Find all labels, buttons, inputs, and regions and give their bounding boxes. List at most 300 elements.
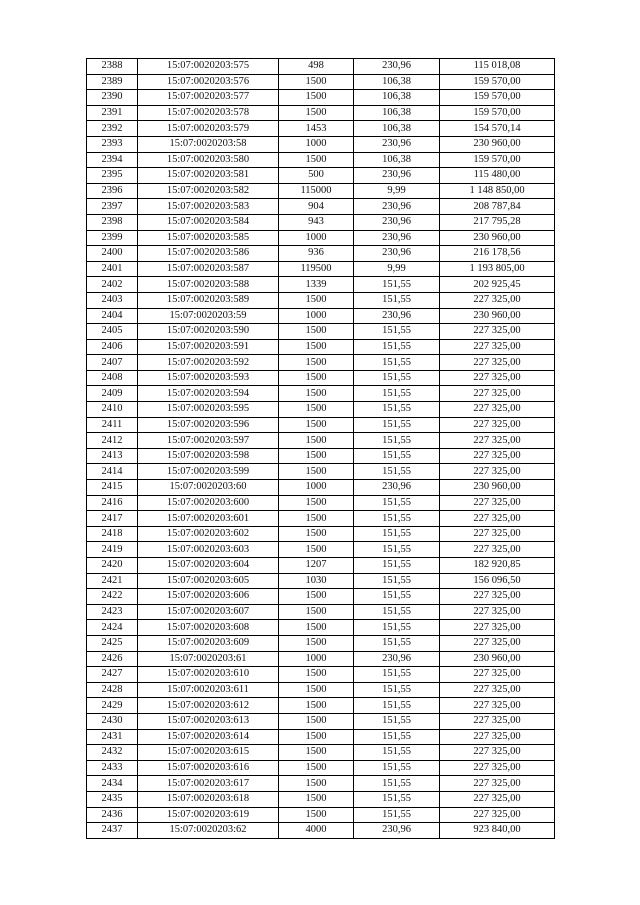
row-number-cell: 2426	[87, 651, 138, 667]
area-cell: 1500	[279, 90, 354, 106]
table-row	[87, 417, 555, 433]
cadastral-value-cell: 227 325,00	[440, 526, 555, 542]
cadastral-number-cell: 15:07:0020203:576	[138, 74, 279, 90]
area-cell: 943	[279, 214, 354, 230]
area-cell: 1500	[279, 682, 354, 698]
row-number-cell: 2419	[87, 542, 138, 558]
table-row	[87, 152, 555, 168]
unit-value-cell: 151,55	[354, 292, 440, 308]
row-number-cell: 2433	[87, 760, 138, 776]
row-number-cell: 2428	[87, 682, 138, 698]
table-row	[87, 651, 555, 667]
unit-value-cell: 151,55	[354, 386, 440, 402]
unit-value-cell: 151,55	[354, 667, 440, 683]
area-cell: 936	[279, 246, 354, 262]
unit-value-cell: 230,96	[354, 480, 440, 496]
cadastral-value-cell: 227 325,00	[440, 464, 555, 480]
cadastral-number-cell: 15:07:0020203:591	[138, 339, 279, 355]
row-number-cell: 2434	[87, 776, 138, 792]
table-row	[87, 620, 555, 636]
cadastral-number-cell: 15:07:0020203:579	[138, 121, 279, 137]
row-number-cell: 2414	[87, 464, 138, 480]
cadastral-number-cell: 15:07:0020203:599	[138, 464, 279, 480]
unit-value-cell: 9,99	[354, 261, 440, 277]
cadastral-value-cell: 159 570,00	[440, 105, 555, 121]
cadastral-value-cell: 227 325,00	[440, 589, 555, 605]
cadastral-number-cell: 15:07:0020203:61	[138, 651, 279, 667]
cadastral-number-cell: 15:07:0020203:60	[138, 480, 279, 496]
unit-value-cell: 230,96	[354, 214, 440, 230]
cadastral-value-cell: 227 325,00	[440, 402, 555, 418]
table-row	[87, 760, 555, 776]
cadastral-number-cell: 15:07:0020203:588	[138, 277, 279, 293]
cadastral-number-cell: 15:07:0020203:600	[138, 495, 279, 511]
table-row	[87, 324, 555, 340]
cadastral-number-cell: 15:07:0020203:578	[138, 105, 279, 121]
unit-value-cell: 230,96	[354, 308, 440, 324]
area-cell: 904	[279, 199, 354, 215]
table-row	[87, 74, 555, 90]
cadastral-number-cell: 15:07:0020203:581	[138, 168, 279, 184]
cadastral-number-cell: 15:07:0020203:610	[138, 667, 279, 683]
table-row	[87, 558, 555, 574]
area-cell: 1500	[279, 105, 354, 121]
table-row	[87, 59, 555, 75]
cadastral-value-cell: 230 960,00	[440, 651, 555, 667]
area-cell: 1453	[279, 121, 354, 137]
unit-value-cell: 106,38	[354, 121, 440, 137]
area-cell: 1339	[279, 277, 354, 293]
table-row	[87, 402, 555, 418]
unit-value-cell: 151,55	[354, 604, 440, 620]
cadastral-value-cell: 227 325,00	[440, 682, 555, 698]
area-cell: 1500	[279, 370, 354, 386]
area-cell: 1030	[279, 573, 354, 589]
cadastral-value-cell: 227 325,00	[440, 448, 555, 464]
cadastral-number-cell: 15:07:0020203:616	[138, 760, 279, 776]
cadastral-number-cell: 15:07:0020203:58	[138, 136, 279, 152]
area-cell: 1500	[279, 667, 354, 683]
cadastral-number-cell: 15:07:0020203:606	[138, 589, 279, 605]
unit-value-cell: 151,55	[354, 776, 440, 792]
cadastral-number-cell: 15:07:0020203:618	[138, 791, 279, 807]
row-number-cell: 2430	[87, 713, 138, 729]
cadastral-value-cell: 227 325,00	[440, 620, 555, 636]
table-row	[87, 136, 555, 152]
cadastral-number-cell: 15:07:0020203:592	[138, 355, 279, 371]
area-cell: 1500	[279, 745, 354, 761]
cadastral-value-cell: 227 325,00	[440, 604, 555, 620]
area-cell: 1500	[279, 526, 354, 542]
table-row	[87, 246, 555, 262]
cadastral-number-cell: 15:07:0020203:589	[138, 292, 279, 308]
row-number-cell: 2395	[87, 168, 138, 184]
cadastral-number-cell: 15:07:0020203:603	[138, 542, 279, 558]
cadastral-value-cell: 227 325,00	[440, 339, 555, 355]
row-number-cell: 2417	[87, 511, 138, 527]
row-number-cell: 2431	[87, 729, 138, 745]
cadastral-value-cell: 1 148 850,00	[440, 183, 555, 199]
table-row	[87, 386, 555, 402]
cadastral-number-cell: 15:07:0020203:597	[138, 433, 279, 449]
unit-value-cell: 151,55	[354, 417, 440, 433]
table-row	[87, 355, 555, 371]
cadastral-number-cell: 15:07:0020203:593	[138, 370, 279, 386]
area-cell: 1500	[279, 589, 354, 605]
unit-value-cell: 151,55	[354, 635, 440, 651]
row-number-cell: 2400	[87, 246, 138, 262]
table-row	[87, 339, 555, 355]
cadastral-number-cell: 15:07:0020203:585	[138, 230, 279, 246]
area-cell: 1500	[279, 604, 354, 620]
area-cell: 1000	[279, 480, 354, 496]
table-row	[87, 791, 555, 807]
table-body	[87, 59, 555, 839]
cadastral-value-cell: 227 325,00	[440, 729, 555, 745]
cadastral-value-cell: 227 325,00	[440, 745, 555, 761]
cadastral-number-cell: 15:07:0020203:59	[138, 308, 279, 324]
row-number-cell: 2410	[87, 402, 138, 418]
table-row	[87, 698, 555, 714]
cadastral-number-cell: 15:07:0020203:580	[138, 152, 279, 168]
cadastral-value-cell: 202 925,45	[440, 277, 555, 293]
cadastral-number-cell: 15:07:0020203:602	[138, 526, 279, 542]
area-cell: 1500	[279, 386, 354, 402]
cadastral-value-cell: 227 325,00	[440, 542, 555, 558]
area-cell: 1500	[279, 355, 354, 371]
table-row	[87, 199, 555, 215]
row-number-cell: 2408	[87, 370, 138, 386]
area-cell: 1500	[279, 402, 354, 418]
unit-value-cell: 151,55	[354, 745, 440, 761]
cadastral-value-cell: 227 325,00	[440, 713, 555, 729]
area-cell: 498	[279, 59, 354, 75]
unit-value-cell: 151,55	[354, 713, 440, 729]
cadastral-number-cell: 15:07:0020203:604	[138, 558, 279, 574]
area-cell: 1500	[279, 635, 354, 651]
row-number-cell: 2394	[87, 152, 138, 168]
area-cell: 1500	[279, 448, 354, 464]
table-row	[87, 105, 555, 121]
row-number-cell: 2402	[87, 277, 138, 293]
unit-value-cell: 151,55	[354, 589, 440, 605]
unit-value-cell: 151,55	[354, 542, 440, 558]
area-cell: 1000	[279, 136, 354, 152]
table-row	[87, 823, 555, 839]
cadastral-value-cell: 227 325,00	[440, 324, 555, 340]
cadastral-number-cell: 15:07:0020203:584	[138, 214, 279, 230]
cadastral-value-cell: 182 920,85	[440, 558, 555, 574]
area-cell: 1500	[279, 292, 354, 308]
unit-value-cell: 151,55	[354, 698, 440, 714]
table-row	[87, 713, 555, 729]
cadastral-number-cell: 15:07:0020203:607	[138, 604, 279, 620]
table-row	[87, 277, 555, 293]
row-number-cell: 2404	[87, 308, 138, 324]
unit-value-cell: 9,99	[354, 183, 440, 199]
area-cell: 115000	[279, 183, 354, 199]
cadastral-value-cell: 227 325,00	[440, 635, 555, 651]
cadastral-value-cell: 227 325,00	[440, 667, 555, 683]
cadastral-number-cell: 15:07:0020203:594	[138, 386, 279, 402]
area-cell: 1500	[279, 807, 354, 823]
row-number-cell: 2397	[87, 199, 138, 215]
unit-value-cell: 151,55	[354, 573, 440, 589]
area-cell: 1500	[279, 729, 354, 745]
table-row	[87, 573, 555, 589]
row-number-cell: 2401	[87, 261, 138, 277]
cadastral-value-cell: 923 840,00	[440, 823, 555, 839]
unit-value-cell: 106,38	[354, 105, 440, 121]
cadastral-number-cell: 15:07:0020203:611	[138, 682, 279, 698]
row-number-cell: 2416	[87, 495, 138, 511]
row-number-cell: 2406	[87, 339, 138, 355]
row-number-cell: 2391	[87, 105, 138, 121]
table-row	[87, 495, 555, 511]
area-cell: 1500	[279, 542, 354, 558]
unit-value-cell: 151,55	[354, 807, 440, 823]
table-row	[87, 370, 555, 386]
table-row	[87, 464, 555, 480]
cadastral-number-cell: 15:07:0020203:583	[138, 199, 279, 215]
unit-value-cell: 151,55	[354, 558, 440, 574]
table-row	[87, 308, 555, 324]
cadastral-value-cell: 156 096,50	[440, 573, 555, 589]
row-number-cell: 2432	[87, 745, 138, 761]
unit-value-cell: 106,38	[354, 74, 440, 90]
area-cell: 1500	[279, 511, 354, 527]
area-cell: 1500	[279, 417, 354, 433]
cadastral-number-cell: 15:07:0020203:577	[138, 90, 279, 106]
cadastral-number-cell: 15:07:0020203:575	[138, 59, 279, 75]
area-cell: 1500	[279, 152, 354, 168]
area-cell: 1500	[279, 339, 354, 355]
area-cell: 1500	[279, 760, 354, 776]
cadastral-value-cell: 227 325,00	[440, 370, 555, 386]
cadastral-number-cell: 15:07:0020203:596	[138, 417, 279, 433]
table-row	[87, 729, 555, 745]
unit-value-cell: 151,55	[354, 433, 440, 449]
cadastral-value-cell: 230 960,00	[440, 230, 555, 246]
cadastral-value-cell: 227 325,00	[440, 292, 555, 308]
unit-value-cell: 230,96	[354, 823, 440, 839]
unit-value-cell: 230,96	[354, 59, 440, 75]
cadastral-number-cell: 15:07:0020203:62	[138, 823, 279, 839]
unit-value-cell: 230,96	[354, 168, 440, 184]
area-cell: 1207	[279, 558, 354, 574]
unit-value-cell: 151,55	[354, 526, 440, 542]
row-number-cell: 2390	[87, 90, 138, 106]
cadastral-value-cell: 216 178,56	[440, 246, 555, 262]
area-cell: 1500	[279, 495, 354, 511]
table-row	[87, 589, 555, 605]
unit-value-cell: 151,55	[354, 682, 440, 698]
area-cell: 1500	[279, 776, 354, 792]
table-row	[87, 448, 555, 464]
unit-value-cell: 151,55	[354, 729, 440, 745]
table-row	[87, 230, 555, 246]
row-number-cell: 2393	[87, 136, 138, 152]
table-row	[87, 776, 555, 792]
unit-value-cell: 151,55	[354, 760, 440, 776]
cadastral-value-cell: 227 325,00	[440, 386, 555, 402]
area-cell: 1500	[279, 433, 354, 449]
row-number-cell: 2412	[87, 433, 138, 449]
row-number-cell: 2422	[87, 589, 138, 605]
unit-value-cell: 151,55	[354, 402, 440, 418]
cadastral-value-cell: 217 795,28	[440, 214, 555, 230]
cadastral-value-table	[86, 58, 555, 839]
area-cell: 4000	[279, 823, 354, 839]
table-row	[87, 807, 555, 823]
row-number-cell: 2437	[87, 823, 138, 839]
cadastral-value-cell: 159 570,00	[440, 90, 555, 106]
row-number-cell: 2423	[87, 604, 138, 620]
unit-value-cell: 151,55	[354, 448, 440, 464]
table-row	[87, 604, 555, 620]
unit-value-cell: 151,55	[354, 464, 440, 480]
cadastral-number-cell: 15:07:0020203:595	[138, 402, 279, 418]
unit-value-cell: 151,55	[354, 277, 440, 293]
table-row	[87, 635, 555, 651]
unit-value-cell: 230,96	[354, 230, 440, 246]
area-cell: 119500	[279, 261, 354, 277]
cadastral-value-cell: 227 325,00	[440, 760, 555, 776]
unit-value-cell: 230,96	[354, 651, 440, 667]
row-number-cell: 2411	[87, 417, 138, 433]
cadastral-value-cell: 227 325,00	[440, 698, 555, 714]
row-number-cell: 2399	[87, 230, 138, 246]
area-cell: 1000	[279, 651, 354, 667]
cadastral-number-cell: 15:07:0020203:615	[138, 745, 279, 761]
cadastral-value-cell: 227 325,00	[440, 511, 555, 527]
cadastral-value-cell: 115 018,08	[440, 59, 555, 75]
cadastral-value-cell: 227 325,00	[440, 495, 555, 511]
row-number-cell: 2435	[87, 791, 138, 807]
cadastral-value-cell: 159 570,00	[440, 152, 555, 168]
cadastral-number-cell: 15:07:0020203:614	[138, 729, 279, 745]
cadastral-number-cell: 15:07:0020203:582	[138, 183, 279, 199]
row-number-cell: 2427	[87, 667, 138, 683]
cadastral-number-cell: 15:07:0020203:586	[138, 246, 279, 262]
cadastral-number-cell: 15:07:0020203:598	[138, 448, 279, 464]
row-number-cell: 2418	[87, 526, 138, 542]
cadastral-number-cell: 15:07:0020203:590	[138, 324, 279, 340]
cadastral-value-cell: 230 960,00	[440, 308, 555, 324]
area-cell: 1500	[279, 620, 354, 636]
area-cell: 1500	[279, 698, 354, 714]
cadastral-value-cell: 227 325,00	[440, 791, 555, 807]
table-row	[87, 542, 555, 558]
row-number-cell: 2388	[87, 59, 138, 75]
cadastral-value-cell: 1 193 805,00	[440, 261, 555, 277]
cadastral-number-cell: 15:07:0020203:613	[138, 713, 279, 729]
cadastral-value-cell: 227 325,00	[440, 355, 555, 371]
row-number-cell: 2415	[87, 480, 138, 496]
area-cell: 1000	[279, 308, 354, 324]
unit-value-cell: 151,55	[354, 370, 440, 386]
unit-value-cell: 230,96	[354, 136, 440, 152]
row-number-cell: 2392	[87, 121, 138, 137]
cadastral-number-cell: 15:07:0020203:617	[138, 776, 279, 792]
area-cell: 1500	[279, 464, 354, 480]
table-row	[87, 433, 555, 449]
cadastral-value-cell: 227 325,00	[440, 417, 555, 433]
table-row	[87, 183, 555, 199]
table-row	[87, 214, 555, 230]
table-row	[87, 526, 555, 542]
cadastral-value-cell: 230 960,00	[440, 136, 555, 152]
row-number-cell: 2436	[87, 807, 138, 823]
cadastral-value-cell: 227 325,00	[440, 776, 555, 792]
unit-value-cell: 151,55	[354, 324, 440, 340]
unit-value-cell: 230,96	[354, 199, 440, 215]
table-row	[87, 745, 555, 761]
table-row	[87, 261, 555, 277]
row-number-cell: 2420	[87, 558, 138, 574]
row-number-cell: 2421	[87, 573, 138, 589]
unit-value-cell: 151,55	[354, 355, 440, 371]
table-row	[87, 90, 555, 106]
table-row	[87, 292, 555, 308]
unit-value-cell: 151,55	[354, 620, 440, 636]
cadastral-value-cell: 115 480,00	[440, 168, 555, 184]
cadastral-value-cell: 227 325,00	[440, 433, 555, 449]
table-row	[87, 480, 555, 496]
cadastral-number-cell: 15:07:0020203:587	[138, 261, 279, 277]
area-cell: 1000	[279, 230, 354, 246]
cadastral-value-cell: 208 787,84	[440, 199, 555, 215]
row-number-cell: 2429	[87, 698, 138, 714]
cadastral-number-cell: 15:07:0020203:608	[138, 620, 279, 636]
cadastral-value-cell: 227 325,00	[440, 807, 555, 823]
unit-value-cell: 151,55	[354, 791, 440, 807]
unit-value-cell: 106,38	[354, 152, 440, 168]
cadastral-number-cell: 15:07:0020203:612	[138, 698, 279, 714]
area-cell: 1500	[279, 713, 354, 729]
unit-value-cell: 230,96	[354, 246, 440, 262]
table-row	[87, 682, 555, 698]
table-row	[87, 667, 555, 683]
cadastral-number-cell: 15:07:0020203:605	[138, 573, 279, 589]
row-number-cell: 2409	[87, 386, 138, 402]
row-number-cell: 2425	[87, 635, 138, 651]
unit-value-cell: 151,55	[354, 339, 440, 355]
area-cell: 1500	[279, 74, 354, 90]
table-row	[87, 121, 555, 137]
unit-value-cell: 151,55	[354, 495, 440, 511]
unit-value-cell: 151,55	[354, 511, 440, 527]
table-row	[87, 168, 555, 184]
row-number-cell: 2403	[87, 292, 138, 308]
cadastral-value-cell: 159 570,00	[440, 74, 555, 90]
area-cell: 1500	[279, 324, 354, 340]
cadastral-number-cell: 15:07:0020203:601	[138, 511, 279, 527]
table-row	[87, 511, 555, 527]
area-cell: 500	[279, 168, 354, 184]
row-number-cell: 2405	[87, 324, 138, 340]
cadastral-number-cell: 15:07:0020203:619	[138, 807, 279, 823]
row-number-cell: 2413	[87, 448, 138, 464]
row-number-cell: 2389	[87, 74, 138, 90]
row-number-cell: 2396	[87, 183, 138, 199]
area-cell: 1500	[279, 791, 354, 807]
row-number-cell: 2398	[87, 214, 138, 230]
row-number-cell: 2424	[87, 620, 138, 636]
cadastral-value-cell: 154 570,14	[440, 121, 555, 137]
cadastral-value-cell: 230 960,00	[440, 480, 555, 496]
unit-value-cell: 106,38	[354, 90, 440, 106]
